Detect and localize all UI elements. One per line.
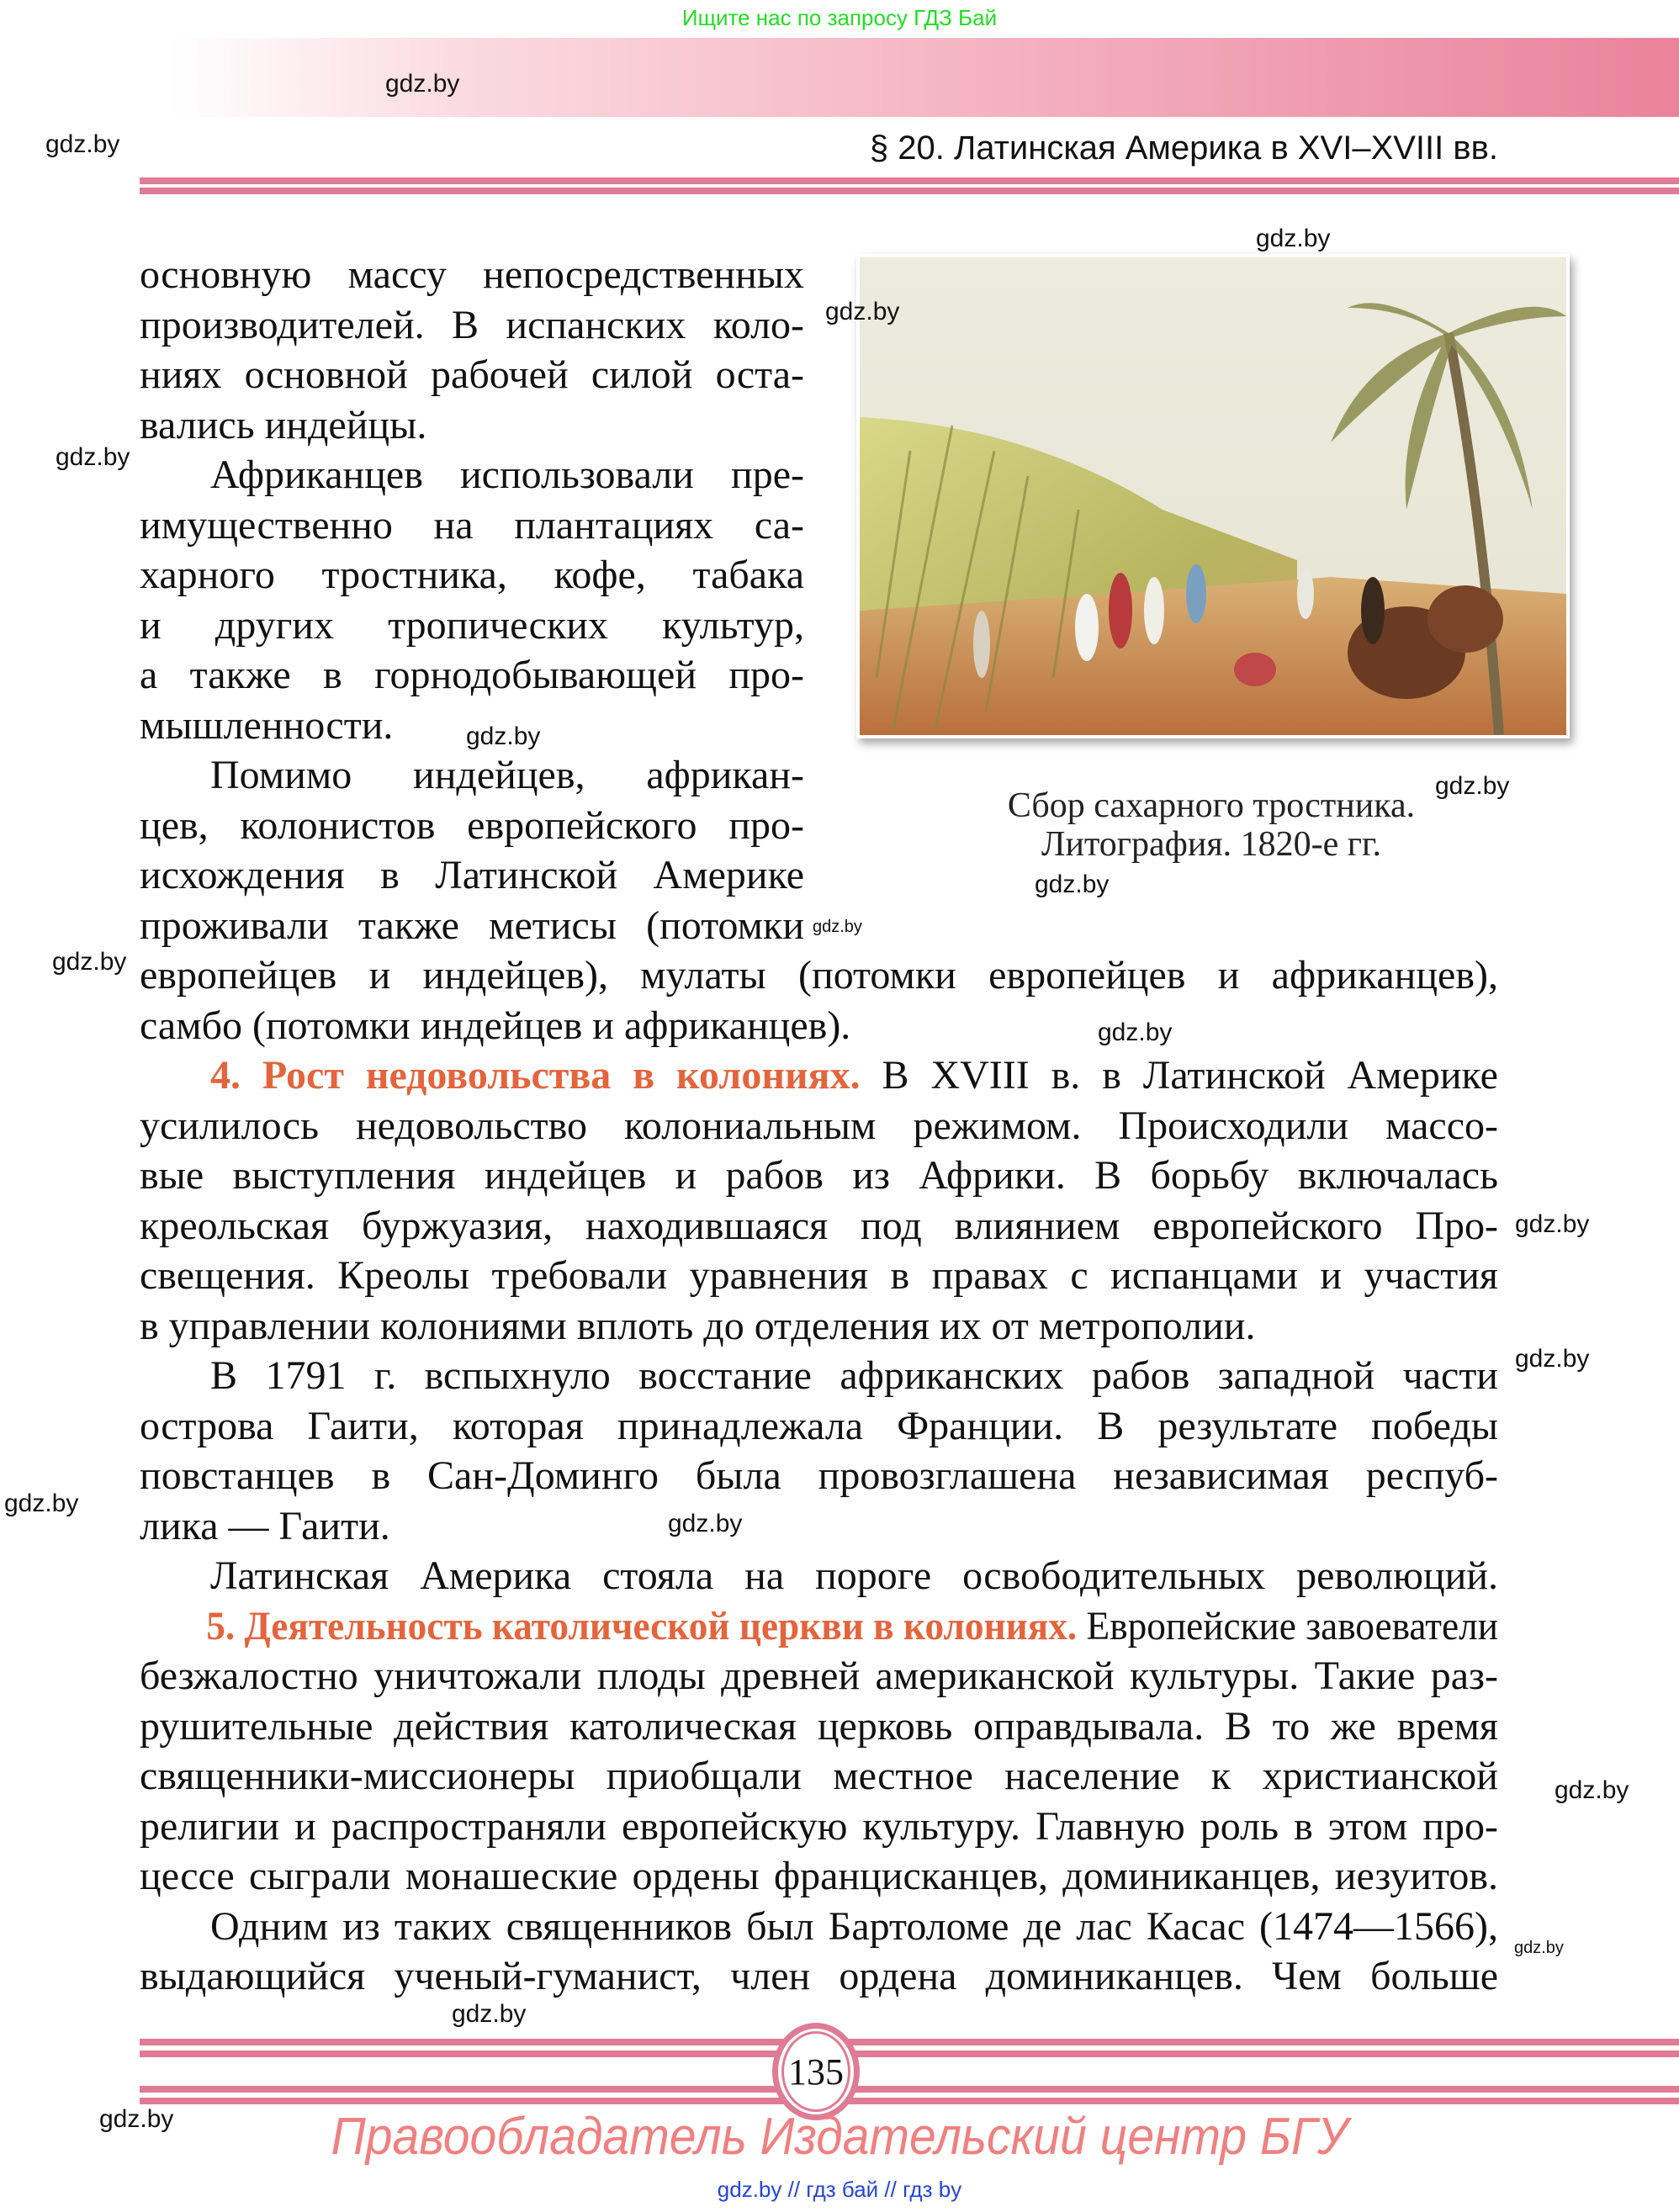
text-line-content: безжалостно уничтожали плоды древней американской культуры. Такие раз- [140, 1654, 1498, 1698]
text-line-content: креольская буржуазия, находившаяся под влиянием европейского Про- [140, 1203, 1498, 1248]
watermark: gdz.by [668, 1510, 743, 1537]
watermark: gdz.by [56, 443, 130, 471]
text-line [140, 950, 1498, 1001]
text-line [140, 350, 804, 400]
text-line-content: европейцев и индейцев), мулаты (потомки европейцев и африканцев), [140, 953, 1498, 998]
text-line [140, 1701, 1498, 1752]
page-number-badge [772, 2023, 860, 2120]
watermark: gdz.by [52, 948, 127, 976]
watermark: gdz.by [1555, 1776, 1629, 1804]
watermark: gdz.by [1256, 225, 1331, 252]
text-line-content: вые выступления индейцев и рабов из Африки. В борьбу включалась [140, 1153, 1498, 1198]
text-line-content: имущественно на плантациях са- [140, 502, 804, 548]
text-line-content: и других тропических культур, [140, 602, 804, 648]
text-line-content: В XVIII в. в Латинской Америке [860, 1053, 1498, 1098]
text-line-content: в управлении колониями вплоть до отделения их от метрополии. [140, 1303, 1256, 1348]
header-rule-bottom [140, 188, 1679, 194]
text-line [140, 1251, 1498, 1301]
watermark: gdz.by [1515, 1345, 1590, 1373]
text-line [140, 850, 804, 901]
text-line-content: рушительные действия католическая церковь оправдывала. В то же время [140, 1703, 1498, 1749]
bottom-links[interactable]: gdz.by // гдз бай // гдз by [717, 2177, 962, 2202]
watermark: gdz.by [466, 722, 541, 750]
text-line-content: вались индейцы. [140, 402, 427, 447]
text-line [140, 1001, 1498, 1051]
text-line [140, 1401, 1498, 1452]
footer-rule-1 [140, 2039, 1679, 2045]
text-line [140, 801, 804, 851]
watermark: gdz.by [1435, 772, 1510, 800]
text-line-content: религии и распространяли европейскую культуру. Главную роль в этом про- [140, 1803, 1498, 1849]
watermark: gdz.by [4, 1490, 79, 1517]
watermark: gdz.by [813, 918, 862, 936]
section-heading: 4. Рост недовольства в колониях. [210, 1053, 861, 1098]
text-line-content: повстанцев в Сан-Доминго была провозглашена независимая респуб- [140, 1453, 1498, 1498]
text-line [140, 1751, 1498, 1802]
text-line [140, 750, 804, 801]
page-number: 135 [788, 2051, 844, 2093]
text-line [140, 1501, 1498, 1552]
watermark: gdz.by [1035, 871, 1110, 898]
text-line [140, 1601, 1498, 1652]
watermark: gdz.by [385, 70, 460, 98]
watermark: gdz.by [825, 298, 900, 325]
section-title: § 20. Латинская Америка в XVI–XVIII вв. [869, 130, 1498, 167]
text-line-content: Одним из таких священников был Бартоломе де лас Касас (1474—1566), [210, 1903, 1498, 1949]
watermark: gdz.by [99, 2105, 174, 2133]
text-line [140, 1551, 1498, 1601]
top-banner: Ищите нас по запросу ГДЗ Бай [681, 5, 998, 30]
watermark: gdz.by [452, 2000, 527, 2028]
caption-subtitle: Литография. 1820-е гг. [1041, 825, 1381, 864]
text-line [140, 250, 804, 300]
text-line [140, 1851, 1498, 1902]
text-line [140, 1451, 1498, 1501]
text-line-content: исхождения в Латинской Америке [140, 853, 804, 897]
watermark: gdz.by [1098, 1019, 1173, 1046]
text-line [140, 1101, 1498, 1151]
text-line-content: а также в горнодобывающей про- [140, 653, 804, 697]
copyright-notice: Правообладатель Издательский центр БГУ [331, 2108, 1348, 2166]
watermark: gdz.by [1514, 1939, 1564, 1957]
section-heading: 5. Деятельность католической церкви в колониях. [206, 1603, 1078, 1648]
text-line [140, 550, 804, 601]
text-line-content: острова Гаити, которая принадлежала Франции. В результате победы [140, 1403, 1498, 1448]
watermark: gdz.by [1515, 1210, 1590, 1238]
watermark: gdz.by [45, 130, 120, 158]
text-line [140, 500, 804, 551]
text-line [140, 901, 804, 951]
footer-rule-3 [140, 2086, 1679, 2093]
text-line [140, 1902, 1498, 1952]
text-line [140, 450, 804, 500]
text-line-content: основную массу непосредственных [140, 252, 804, 297]
text-line-content: самбо (потомки индейцев и африканцев). [140, 1003, 851, 1048]
text-line-content: производителей. В испанских коло- [140, 302, 804, 347]
text-line-content: проживали также метисы (потомки [140, 902, 804, 948]
footer-rule-2 [140, 2051, 1679, 2057]
text-line-content: Европейские завоеватели [1077, 1603, 1498, 1648]
text-line-content: выдающийся ученый-гуманист, член ордена доминиканцев. Чем больше [140, 1954, 1498, 1998]
text-line-content: священники-миссионеры приобщали местное население к христианской [140, 1754, 1498, 1798]
text-line [140, 1151, 1498, 1201]
text-line-content: Африканцев использовали пре- [210, 452, 804, 497]
text-line-content: лика — Гаити. [140, 1503, 390, 1548]
text-line-content: ниях основной рабочей силой оста- [140, 352, 804, 397]
text-line [140, 601, 804, 651]
text-line [140, 1050, 1498, 1101]
text-line [140, 300, 804, 351]
header-rule-top [140, 177, 1679, 184]
text-line [140, 1951, 1498, 2002]
text-line-content: Помимо индейцев, африкан- [210, 753, 804, 797]
text-line [140, 1201, 1498, 1252]
text-line [140, 400, 804, 451]
text-line-content: цессе сыграли монашеские ордены францисканцев, доминиканцев, иезуитов. [140, 1854, 1498, 1898]
text-line-content: Латинская Америка стояла на пороге освободительных революций. [210, 1553, 1498, 1598]
text-line [140, 1802, 1498, 1852]
text-line-content: В 1791 г. вспыхнуло восстание африканских рабов западной части [210, 1353, 1498, 1398]
text-line-content: мышленности. [140, 702, 394, 748]
text-line [140, 650, 804, 701]
caption-title: Сбор сахарного тростника. [1007, 786, 1416, 825]
text-line-content: усилилось недовольство колониальным режимом. Происходили массо- [140, 1103, 1498, 1148]
text-line-content: свещения. Креолы требовали уравнения в правах с испанцами и участия [140, 1253, 1498, 1298]
body-text [140, 250, 1498, 2002]
text-line [140, 1651, 1498, 1701]
text-line-content: цев, колонистов европейского про- [140, 802, 804, 848]
text-line [140, 1301, 1498, 1352]
text-line-content: харного тростника, кофе, табака [140, 553, 804, 597]
text-line [140, 1351, 1498, 1401]
footer-rule-4 [140, 2098, 1679, 2104]
